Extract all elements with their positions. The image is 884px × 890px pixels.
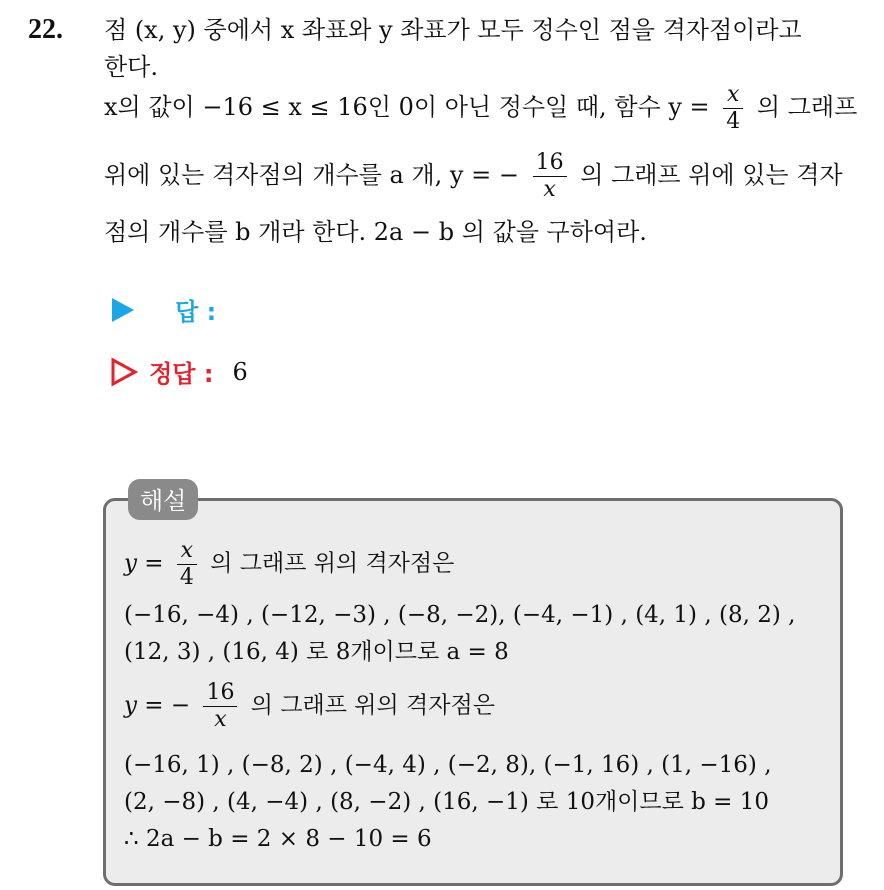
fraction-denominator: x bbox=[214, 707, 227, 732]
fraction-numerator: x bbox=[723, 82, 743, 109]
line3-text-pre: x의 값이 −16 ≤ x ≤ 16인 0이 아닌 정수일 때, 함수 y = bbox=[104, 93, 710, 121]
sol1-text-pre: y = bbox=[124, 550, 164, 577]
line4-text-post: 의 그래프 위에 있는 격자 bbox=[580, 161, 843, 189]
correct-answer-value: 6 bbox=[232, 357, 248, 386]
solution-line-5: (−16, 1) , (−8, 2) , (−4, 4) , (−2, 8), (−1, 16) , (1, −16) , bbox=[124, 752, 772, 778]
sol4-text-pre: y = − bbox=[124, 692, 191, 719]
fraction-numerator: 16 bbox=[533, 150, 567, 177]
correct-answer-row bbox=[110, 354, 248, 389]
play-triangle-icon bbox=[110, 296, 136, 324]
fraction-denominator: x bbox=[543, 177, 556, 202]
solution-line-2: (−16, −4) , (−12, −3) , (−8, −2), (−4, −1) , (4, 1) , (8, 2) , bbox=[124, 602, 796, 628]
correct-answer-label: 정답 : bbox=[149, 360, 214, 388]
fraction-16-over-x bbox=[533, 150, 567, 203]
solution-line-3: (12, 3) , (16, 4) 로 8개이므로 a = 8 bbox=[124, 639, 509, 665]
question-line-3 bbox=[104, 82, 857, 135]
solution-line-6: (2, −8) , (4, −4) , (8, −2) , (16, −1) 로 10개이므로 b = 10 bbox=[124, 789, 770, 815]
sol1-text-post: 의 그래프 위의 격자점은 bbox=[210, 550, 455, 577]
answer-prompt-row bbox=[110, 292, 216, 327]
line4-text-pre: 위에 있는 격자점의 개수를 a 개, y = − bbox=[104, 161, 519, 189]
fraction-x-over-4 bbox=[723, 82, 743, 135]
fraction-numerator: 16 bbox=[203, 680, 237, 707]
question-line-1: 점 (x, y) 중에서 x 좌표와 y 좌표가 모두 정수인 점을 격자점이라고 bbox=[104, 16, 802, 44]
line3-text-post: 의 그래프 bbox=[756, 93, 858, 121]
fraction-16-over-x bbox=[203, 680, 237, 733]
fraction-numerator: x bbox=[177, 538, 197, 565]
solution-line-4 bbox=[124, 680, 495, 733]
question-number: 22. bbox=[28, 14, 63, 45]
fraction-denominator: 4 bbox=[179, 565, 194, 590]
fraction-denominator: 4 bbox=[726, 109, 741, 134]
answer-prompt-label: 답 : bbox=[175, 298, 217, 326]
solution-line-7: ∴ 2a − b = 2 × 8 − 10 = 6 bbox=[124, 826, 432, 852]
question-line-5: 점의 개수를 b 개라 한다. 2a − b 의 값을 구하여라. bbox=[104, 218, 647, 246]
question-line-4 bbox=[104, 150, 843, 203]
solution-line-1 bbox=[124, 538, 454, 591]
solution-label: 해설 bbox=[128, 479, 198, 520]
sol4-text-post: 의 그래프 위의 격자점은 bbox=[250, 692, 495, 719]
fraction-x-over-4 bbox=[177, 538, 197, 591]
outline-triangle-icon bbox=[110, 357, 138, 387]
question-line-2: 한다. bbox=[104, 53, 158, 81]
